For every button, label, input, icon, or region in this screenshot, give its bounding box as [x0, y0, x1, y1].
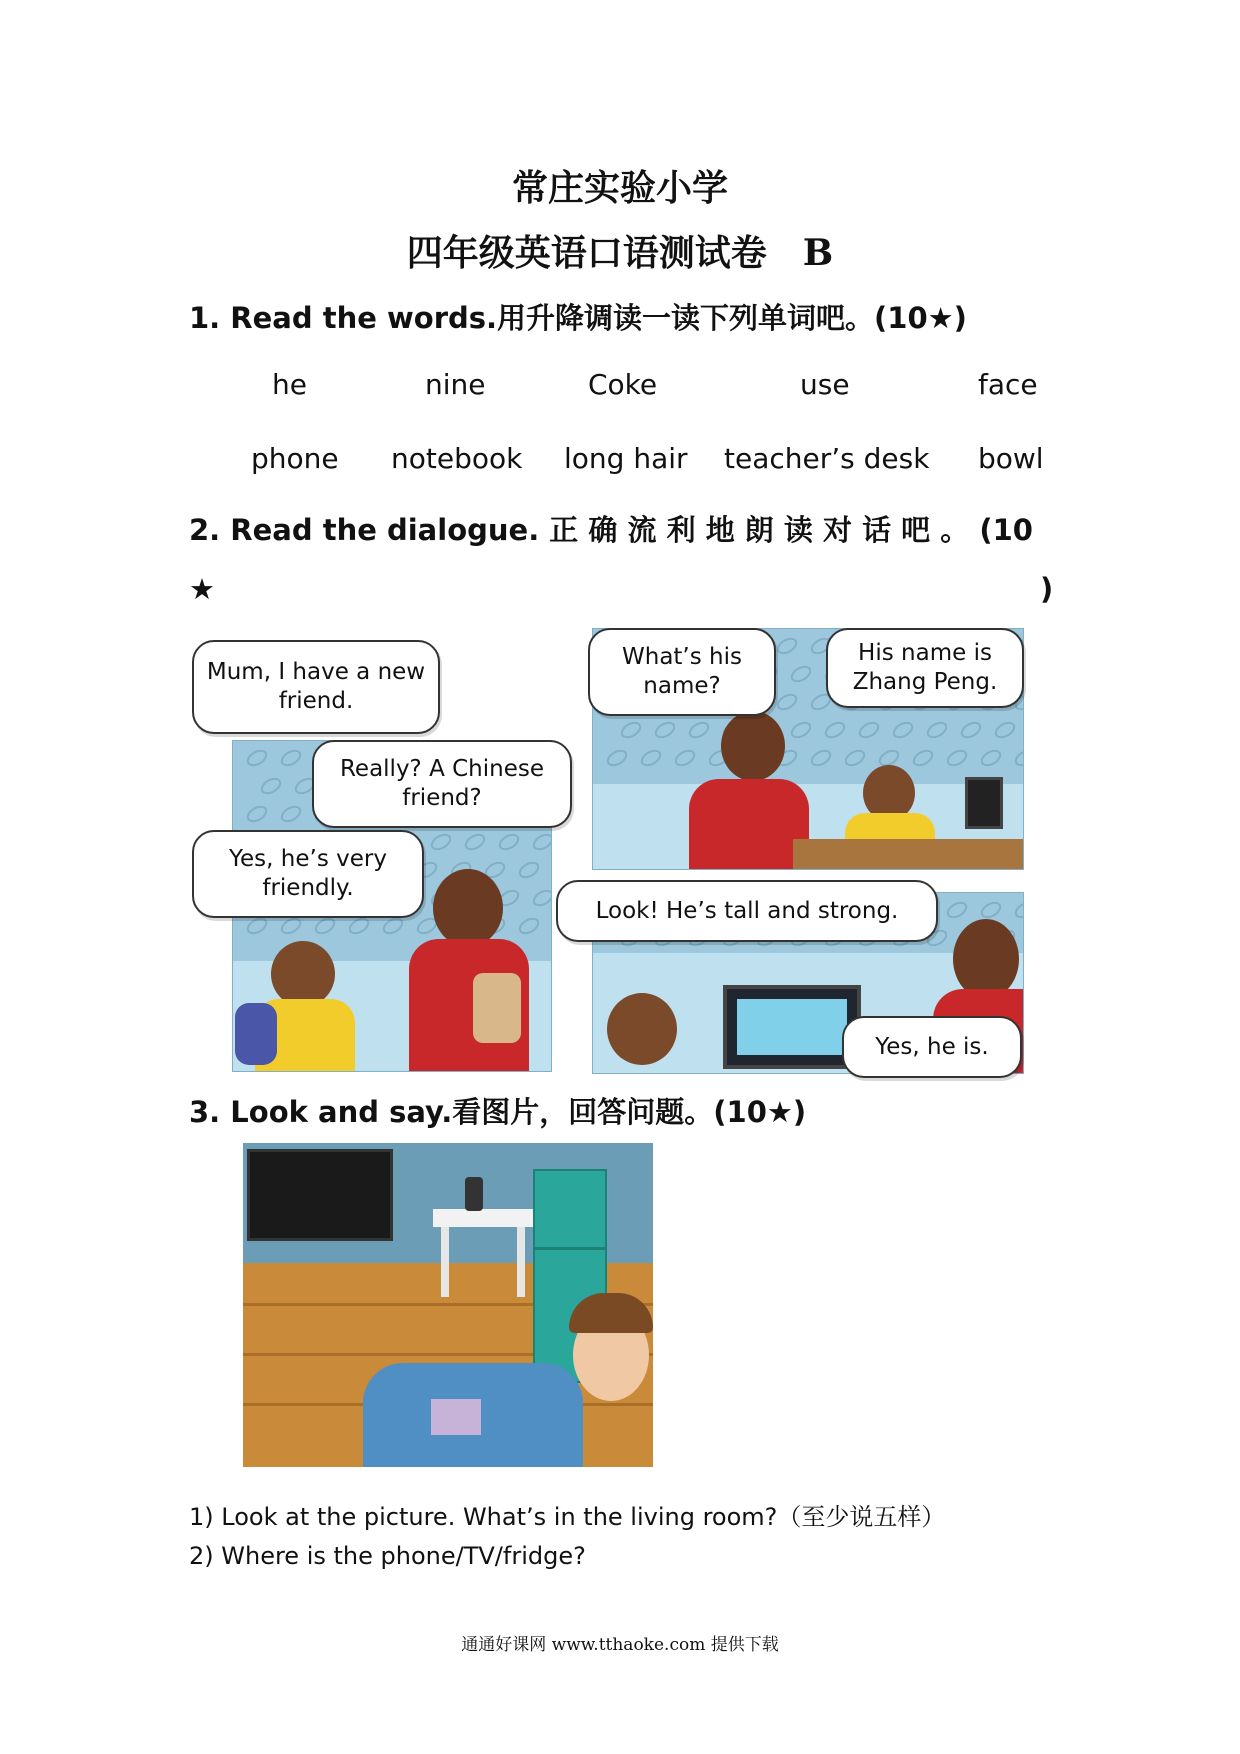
wallpaper-leaf: [244, 746, 270, 769]
wallpaper-leaf: [652, 718, 678, 741]
word-item: long hair: [564, 442, 688, 475]
wallpaper-leaf: [890, 718, 916, 741]
word-item: phone: [251, 442, 339, 475]
mum-handbag: [473, 973, 521, 1043]
word-item: notebook: [391, 442, 523, 475]
word-item: Coke: [588, 368, 658, 401]
wallpaper-leaf: [958, 718, 984, 741]
speech-bubble: Yes, he is.: [842, 1016, 1022, 1078]
desk: [793, 839, 1023, 869]
wallpaper-leaf: [924, 718, 950, 741]
speech-bubble: Look! He’s tall and strong.: [556, 880, 938, 942]
wallpaper-leaf: [842, 746, 868, 769]
footer-credit: 通通好课网 www.tthaoke.com 提供下载: [461, 1635, 779, 1655]
books: [431, 1399, 481, 1435]
wallpaper-leaf: [428, 830, 454, 853]
tv-picture: [737, 999, 847, 1055]
wallpaper-leaf: [496, 830, 522, 853]
school-name: 常庄实验小学: [511, 167, 728, 209]
boy-head: [271, 941, 335, 1007]
speech-bubble: Yes, he’s very friendly.: [192, 830, 424, 918]
wallpaper-leaf: [978, 746, 1004, 769]
mum-red-top: [689, 779, 809, 870]
table-leg: [517, 1227, 525, 1297]
wallpaper-leaf: [822, 718, 848, 741]
speech-bubble: Really? A Chinese friend?: [312, 740, 572, 828]
wallpaper-leaf: [278, 802, 304, 825]
word-row-2: [0, 442, 1240, 482]
wallpaper-leaf: [944, 898, 970, 921]
section2-heading-close: ): [1040, 572, 1054, 606]
wallpaper-leaf: [774, 690, 800, 713]
speech-bubble: What’s his name?: [588, 628, 776, 716]
wallpaper-leaf: [618, 718, 644, 741]
paper-title: 四年级英语口语测试卷 B: [406, 232, 834, 274]
tv: [247, 1149, 393, 1241]
phone: [465, 1177, 483, 1211]
section1-heading: 1. Read the words.用升降调读一读下列单词吧。(10★): [189, 301, 967, 335]
wallpaper-leaf: [1012, 746, 1024, 769]
mum-head: [433, 869, 503, 947]
wallpaper-leaf: [788, 662, 814, 685]
wallpaper-leaf: [978, 898, 1004, 921]
table-leg: [441, 1227, 449, 1297]
wallpaper-leaf: [686, 718, 712, 741]
wallpaper-leaf: [244, 802, 270, 825]
wallpaper-leaf: [944, 746, 970, 769]
wallpaper-leaf: [788, 718, 814, 741]
wallpaper-leaf: [550, 858, 552, 881]
wallpaper-leaf: [278, 746, 304, 769]
question-1: 1) Look at the picture. What’s in the living room?（至少说五样）: [189, 1503, 946, 1531]
wallpaper-leaf: [638, 746, 664, 769]
question-2: 2) Where is the phone/TV/fridge?: [189, 1542, 586, 1570]
wallpaper-leaf: [910, 746, 936, 769]
section3-heading: 3. Look and say.看图片，回答问题。(10★): [189, 1095, 807, 1129]
wallpaper-leaf: [516, 914, 542, 937]
side-table: [433, 1209, 533, 1227]
wallpaper-leaf: [530, 830, 552, 853]
section2-heading: 2. Read the dialogue. 正 确 流 利 地 朗 读 对 话 吧 。 (10: [189, 513, 1033, 547]
word-item: face: [978, 368, 1038, 401]
section2-heading-star: ★: [189, 572, 215, 606]
word-item: nine: [425, 368, 486, 401]
computer-monitor: [965, 777, 1003, 829]
speech-bubble: Mum, I have a new friend.: [192, 640, 440, 734]
mum-head: [953, 919, 1019, 999]
mum-head: [721, 711, 785, 781]
living-room-illustration: [243, 1143, 653, 1467]
wallpaper-leaf: [516, 858, 542, 881]
word-item: he: [272, 368, 307, 401]
wallpaper-leaf: [992, 718, 1018, 741]
wallpaper-leaf: [550, 914, 552, 937]
wallpaper-leaf: [258, 774, 284, 797]
wallpaper-leaf: [530, 886, 552, 909]
boy-backpack: [235, 1003, 277, 1065]
wallpaper-leaf: [808, 746, 834, 769]
fridge-door-line: [535, 1247, 605, 1250]
boy-head: [607, 993, 677, 1065]
speech-bubble: His name is Zhang Peng.: [826, 628, 1024, 708]
wallpaper-leaf: [604, 746, 630, 769]
wallpaper-leaf: [1012, 898, 1024, 921]
wallpaper-leaf: [462, 830, 488, 853]
word-item: teacher’s desk: [724, 442, 930, 475]
wallpaper-leaf: [856, 718, 882, 741]
tv-screen: [723, 985, 861, 1069]
word-item: bowl: [978, 442, 1044, 475]
wallpaper-leaf: [672, 746, 698, 769]
word-row-1: [0, 368, 1240, 408]
wallpaper-leaf: [774, 634, 800, 657]
word-item: use: [800, 368, 850, 401]
